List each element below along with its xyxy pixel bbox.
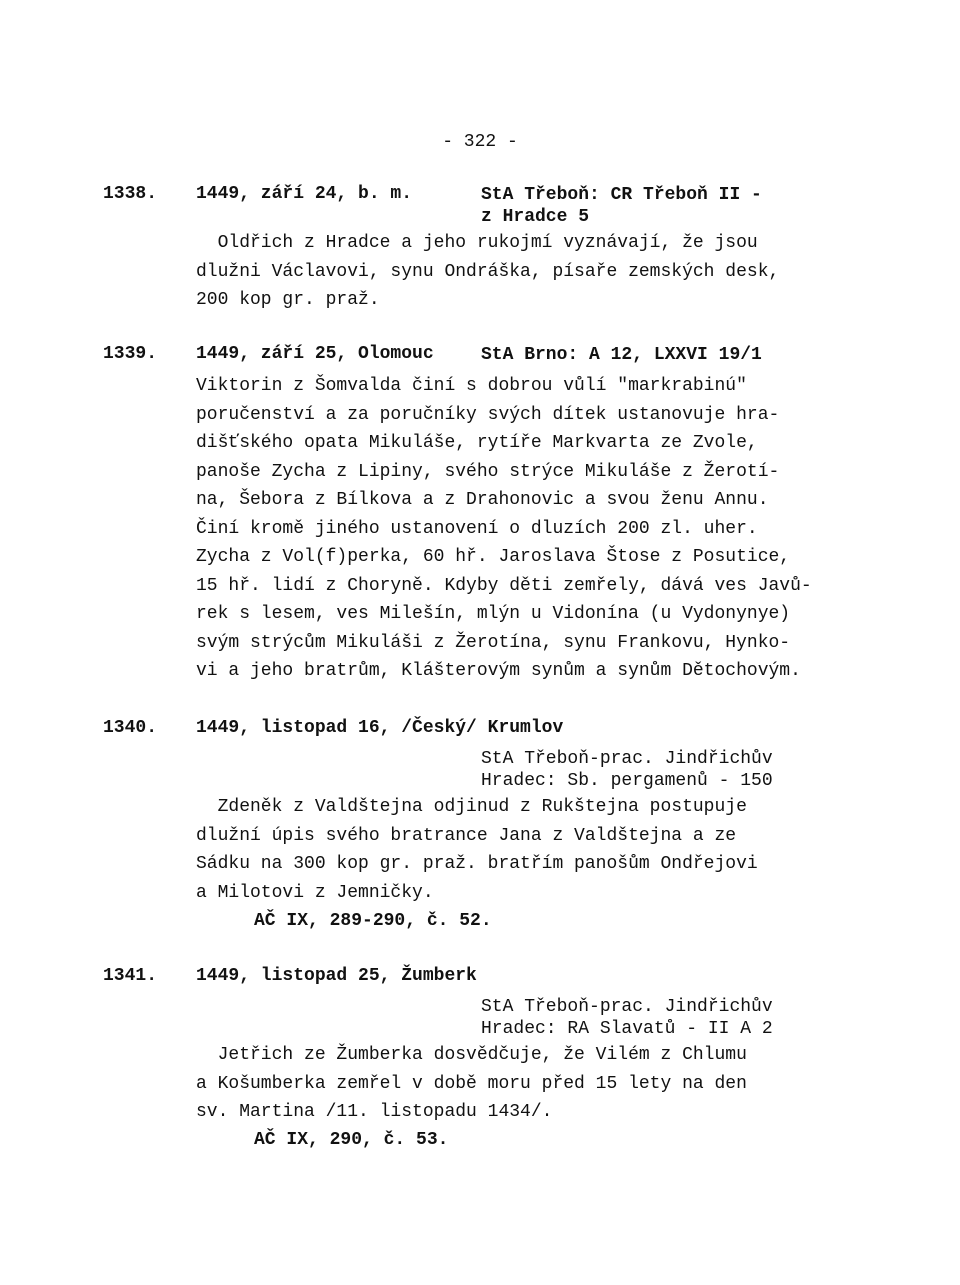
entry-date: 1449, září 25, Olomouc xyxy=(196,344,434,364)
entry-text: Viktorin z Šomvalda činí s dobrou vůlí "markrabinú" poručenství a za poručníky svých dítek ustanovuje hra- dišťského opata Mikuláše, rytíře Markvarta ze Zvole, panoše Zycha z Lipiny, svého strýce Mikuláše z Žerotí- na, Šebora z Bílkova a z Drahonovic a svou ženu Annu. Činí kromě jiného ustanovení o dluzích 200 zl. uher. Zycha z Vol(f)perka, 60 hř. Jaroslava Štose z Posutice, 15 hř. lidí z Choryně. Kdyby děti zemřely, dává ves Javů- rek s lesem, ves Milešín, mlýn u Vidonína (u Vydonynye) svým strýcům Mikuláši z Žerotína, synu Frankovu, Hynko- vi a jeho bratrům, Klášterovým synům a synům Dětochovým. xyxy=(196,376,812,681)
entry-source: StA Třeboň-prac. Jindřichův Hradec: RA Slavatů - II A 2 xyxy=(481,997,773,1039)
entry-number: 1339. xyxy=(103,344,158,364)
entry-text: Jetřich ze Žumberka dosvědčuje, že Vilém z Chlumu a Košumberka zemřel v době moru před 15 lety na den sv. Martina /11. listopadu 1434/. xyxy=(196,1045,747,1122)
entry-number: 1338. xyxy=(103,184,158,204)
entry-source: StA Třeboň-prac. Jindřichův Hradec: Sb. pergamenů - 150 xyxy=(481,749,773,791)
entry-text: Oldřich z Hradce a jeho rukojmí vyznávají, že jsou dlužni Václavovi, synu Ondráška, písaře zemských desk, 200 kop gr. praž. xyxy=(196,233,780,310)
entry-number: 1340. xyxy=(103,718,158,738)
page-number: - 322 - xyxy=(442,132,518,152)
entry-date: 1449, září 24, b. m. xyxy=(196,184,413,204)
entry-citation: AČ IX, 289-290, č. 52. xyxy=(254,911,492,931)
entry-citation: AČ IX, 290, č. 53. xyxy=(254,1130,449,1150)
entry-source: StA Třeboň: CR Třeboň II - z Hradce 5 xyxy=(481,185,762,227)
entry-number: 1341. xyxy=(103,966,158,986)
entry-date: 1449, listopad 16, /Český/ Krumlov xyxy=(196,718,564,738)
entry-source: StA Brno: A 12, LXXVI 19/1 xyxy=(481,345,762,365)
entry-text: Zdeněk z Valdštejna odjinud z Rukštejna postupuje dlužní úpis svého bratrance Jana z Valdštejna a ze Sádku na 300 kop gr. praž. bratřím panošům Ondřejovi a Milotovi z Jemničky. xyxy=(196,797,758,903)
entry-date: 1449, listopad 25, Žumberk xyxy=(196,966,477,986)
